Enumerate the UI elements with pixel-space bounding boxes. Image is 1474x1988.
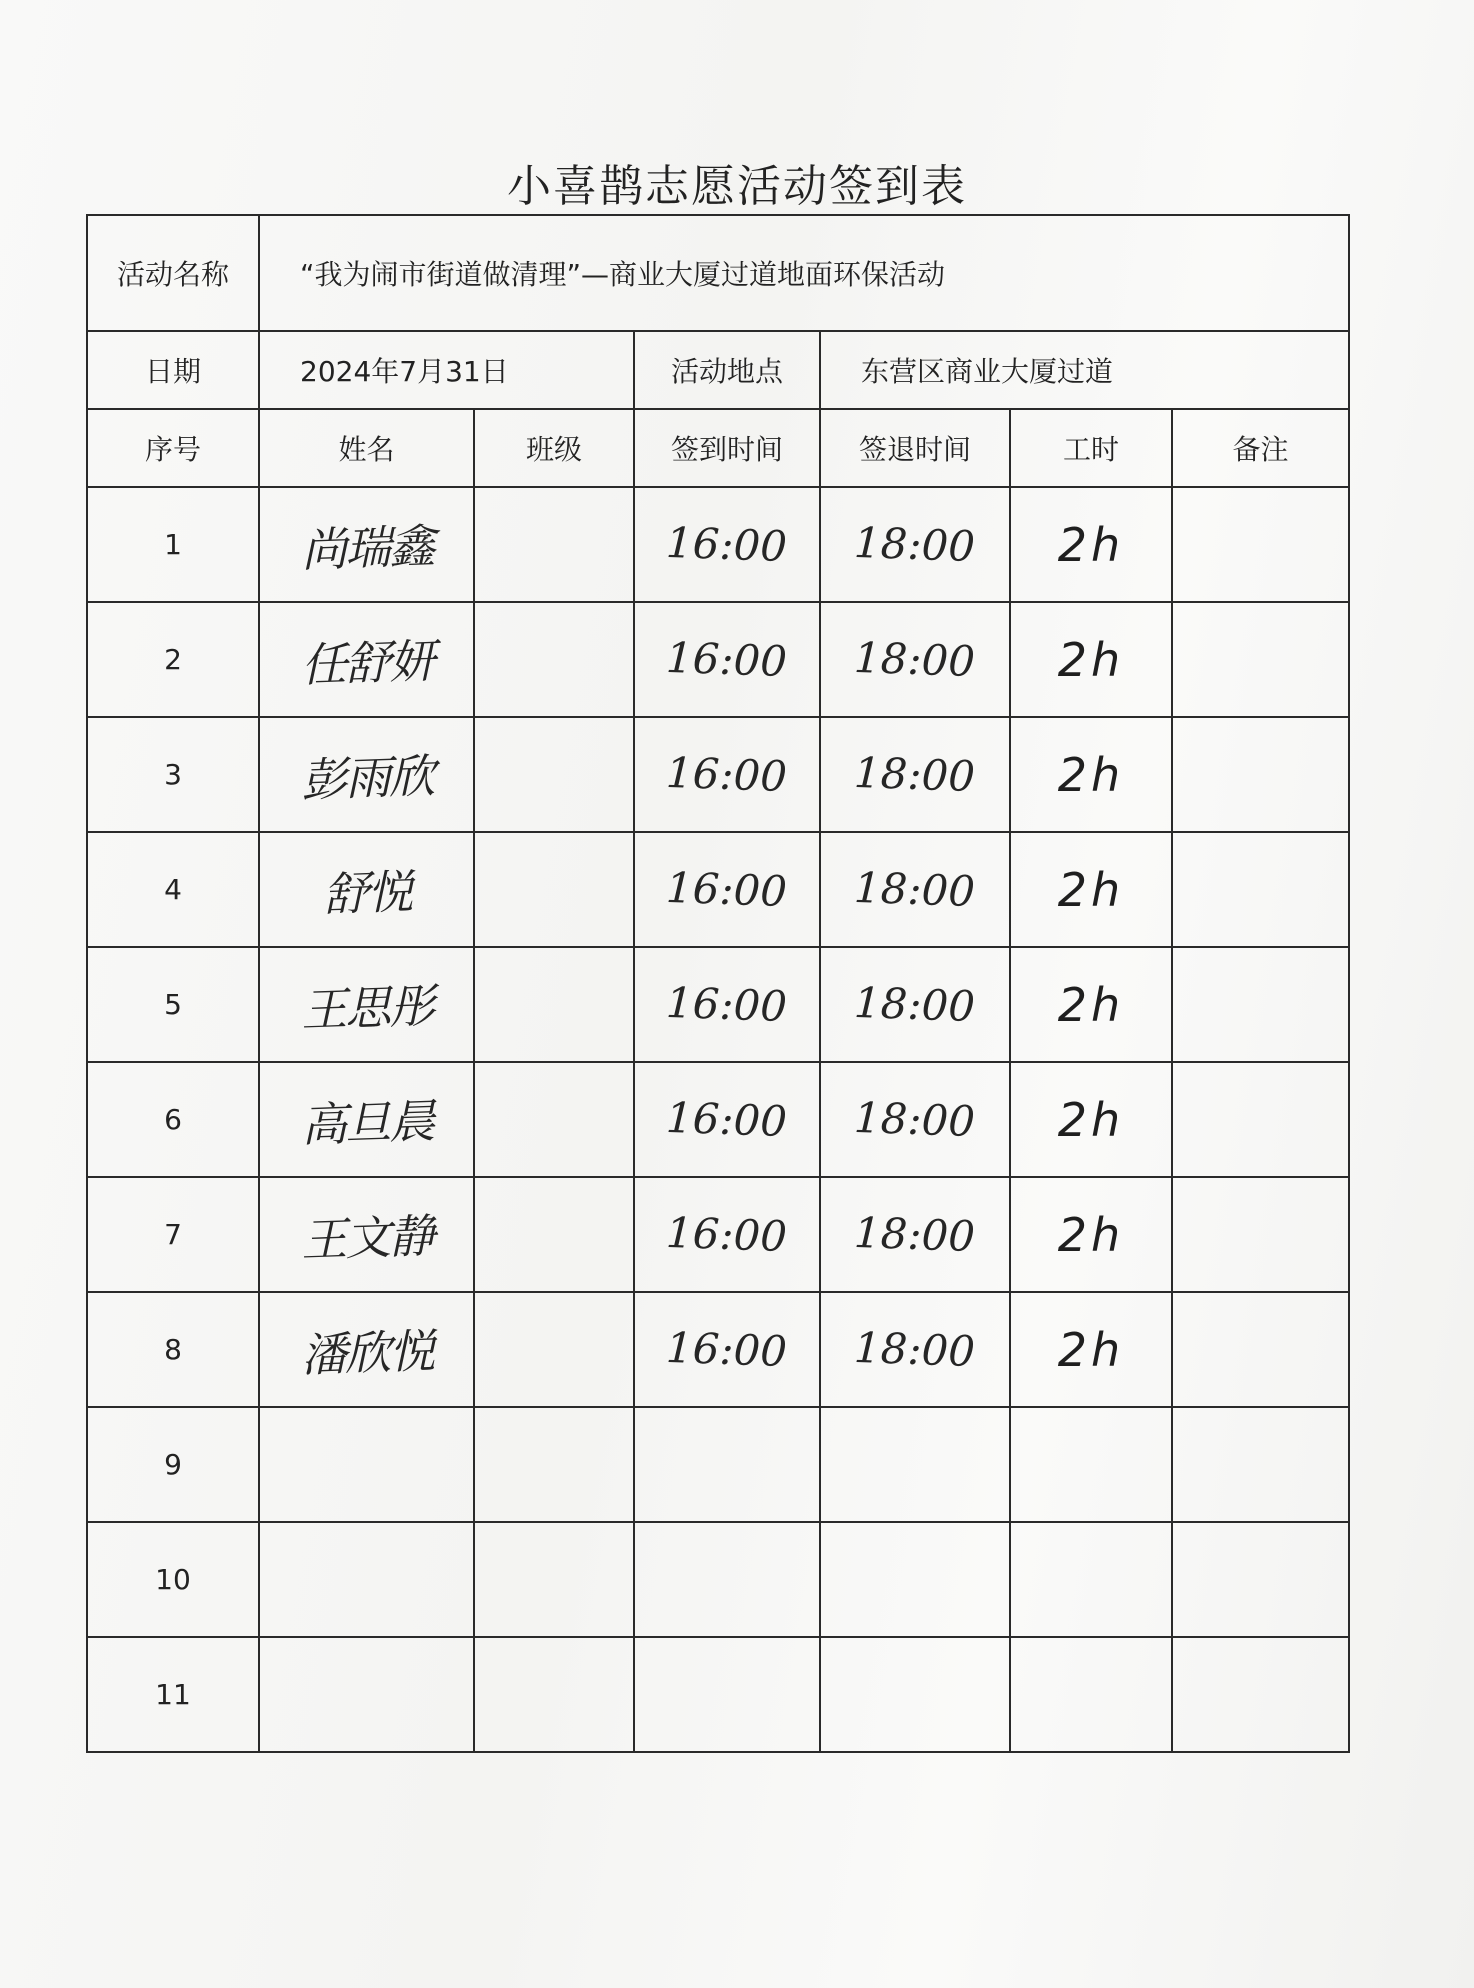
- row-checkin-cell: [634, 717, 820, 832]
- row-checkin: 16:00: [665, 1092, 789, 1147]
- header-notes: 备注: [1172, 409, 1349, 487]
- row-class: [474, 487, 634, 602]
- row-checkout: 18:00: [853, 517, 977, 572]
- header-index: 序号: [87, 409, 259, 487]
- row-index: 4: [87, 832, 259, 947]
- activity-name-value: “我为闹市街道做清理”—商业大厦过道地面环保活动: [259, 215, 1349, 331]
- row-checkin-cell: [634, 1292, 820, 1407]
- header-name: 姓名: [259, 409, 474, 487]
- date-value: 2024年7月31日: [259, 331, 634, 409]
- table-row: [87, 1062, 1349, 1177]
- activity-name-row: [87, 215, 1349, 331]
- row-class: [474, 1177, 634, 1292]
- row-class: [474, 602, 634, 717]
- row-checkin: 16:00: [665, 977, 789, 1032]
- date-location-row: [87, 331, 1349, 409]
- row-name-cell: [259, 832, 474, 947]
- row-notes: [1172, 1177, 1349, 1292]
- row-notes: [1172, 947, 1349, 1062]
- header-hours: 工时: [1010, 409, 1172, 487]
- table-row: [87, 1407, 1349, 1522]
- row-class: [474, 1522, 634, 1637]
- row-checkout: 18:00: [853, 632, 977, 687]
- row-name: 舒悦: [321, 863, 412, 922]
- row-hours-cell: [1010, 832, 1172, 947]
- row-hours: 2h: [1057, 1322, 1125, 1377]
- row-checkin-cell: [634, 1407, 820, 1522]
- row-checkout-cell: [820, 602, 1010, 717]
- activity-name-label: 活动名称: [87, 215, 259, 331]
- table-row: [87, 1522, 1349, 1637]
- row-name: 任舒妍: [299, 633, 434, 692]
- row-name-cell: [259, 487, 474, 602]
- row-name-cell: [259, 602, 474, 717]
- table-row: [87, 947, 1349, 1062]
- row-checkout-cell: [820, 487, 1010, 602]
- row-name: 王思彤: [299, 978, 434, 1037]
- row-class: [474, 1637, 634, 1752]
- row-hours: 2h: [1057, 1207, 1125, 1262]
- location-label: 活动地点: [634, 331, 820, 409]
- row-checkin: 16:00: [665, 1322, 789, 1377]
- form-title: 小喜鹊志愿活动签到表: [507, 161, 967, 212]
- row-hours-cell: [1010, 487, 1172, 602]
- row-checkout: 18:00: [853, 862, 977, 917]
- row-notes: [1172, 602, 1349, 717]
- header-row: [87, 409, 1349, 487]
- row-notes: [1172, 1292, 1349, 1407]
- row-notes: [1172, 1407, 1349, 1522]
- row-checkin: 16:00: [665, 517, 789, 572]
- row-notes: [1172, 487, 1349, 602]
- row-checkin-cell: [634, 832, 820, 947]
- row-index: 7: [87, 1177, 259, 1292]
- table-row: [87, 1292, 1349, 1407]
- header-checkin: 签到时间: [634, 409, 820, 487]
- row-name: 彭雨欣: [299, 748, 434, 807]
- table-row: [87, 832, 1349, 947]
- sign-in-table: [86, 214, 1350, 1753]
- row-checkin-cell: [634, 602, 820, 717]
- row-class: [474, 1292, 634, 1407]
- row-class: [474, 832, 634, 947]
- row-checkin: 16:00: [665, 632, 789, 687]
- row-checkin: 16:00: [665, 747, 789, 802]
- row-index: 6: [87, 1062, 259, 1177]
- row-hours: 2h: [1057, 517, 1125, 572]
- row-checkin: 16:00: [665, 862, 789, 917]
- location-value: 东营区商业大厦过道: [820, 331, 1349, 409]
- row-hours-cell: [1010, 717, 1172, 832]
- row-hours-cell: [1010, 1062, 1172, 1177]
- row-class: [474, 1062, 634, 1177]
- row-index: 1: [87, 487, 259, 602]
- row-checkout-cell: [820, 1522, 1010, 1637]
- row-name-cell: [259, 1062, 474, 1177]
- row-hours-cell: [1010, 947, 1172, 1062]
- row-name-cell: [259, 947, 474, 1062]
- row-checkin-cell: [634, 1177, 820, 1292]
- row-class: [474, 717, 634, 832]
- row-index: 5: [87, 947, 259, 1062]
- row-hours: 2h: [1057, 1092, 1125, 1147]
- row-hours: 2h: [1057, 632, 1125, 687]
- row-checkout: 18:00: [853, 747, 977, 802]
- row-checkin-cell: [634, 1062, 820, 1177]
- row-checkin-cell: [634, 487, 820, 602]
- row-name-cell: [259, 1292, 474, 1407]
- row-index: 2: [87, 602, 259, 717]
- row-notes: [1172, 1522, 1349, 1637]
- row-name-cell: [259, 1637, 474, 1752]
- row-hours-cell: [1010, 1407, 1172, 1522]
- row-name-cell: [259, 717, 474, 832]
- row-hours-cell: [1010, 1522, 1172, 1637]
- row-name: 王文静: [299, 1208, 434, 1267]
- row-checkout-cell: [820, 1407, 1010, 1522]
- row-name-cell: [259, 1522, 474, 1637]
- row-name: 潘欣悦: [299, 1323, 434, 1382]
- row-index: 10: [87, 1522, 259, 1637]
- row-hours-cell: [1010, 602, 1172, 717]
- row-checkout-cell: [820, 1177, 1010, 1292]
- row-notes: [1172, 832, 1349, 947]
- row-checkout-cell: [820, 947, 1010, 1062]
- row-name: 尚瑞鑫: [299, 518, 434, 577]
- table-row: [87, 1637, 1349, 1752]
- row-notes: [1172, 1062, 1349, 1177]
- table-row: [87, 602, 1349, 717]
- row-name-cell: [259, 1407, 474, 1522]
- row-index: 9: [87, 1407, 259, 1522]
- row-checkout-cell: [820, 1292, 1010, 1407]
- header-class: 班级: [474, 409, 634, 487]
- row-hours: 2h: [1057, 862, 1125, 917]
- table-row: [87, 1177, 1349, 1292]
- header-checkout: 签退时间: [820, 409, 1010, 487]
- row-checkout-cell: [820, 832, 1010, 947]
- row-checkout-cell: [820, 717, 1010, 832]
- row-hours-cell: [1010, 1637, 1172, 1752]
- table-row: [87, 717, 1349, 832]
- row-checkout-cell: [820, 1062, 1010, 1177]
- row-class: [474, 947, 634, 1062]
- row-hours-cell: [1010, 1292, 1172, 1407]
- row-hours: 2h: [1057, 747, 1125, 802]
- date-label: 日期: [87, 331, 259, 409]
- row-checkout: 18:00: [853, 1322, 977, 1377]
- row-checkin-cell: [634, 1522, 820, 1637]
- row-hours-cell: [1010, 1177, 1172, 1292]
- row-class: [474, 1407, 634, 1522]
- row-checkin-cell: [634, 1637, 820, 1752]
- row-hours: 2h: [1057, 977, 1125, 1032]
- row-notes: [1172, 1637, 1349, 1752]
- table-row: [87, 487, 1349, 602]
- row-checkout: 18:00: [853, 1207, 977, 1262]
- row-index: 3: [87, 717, 259, 832]
- row-name-cell: [259, 1177, 474, 1292]
- row-checkin-cell: [634, 947, 820, 1062]
- sign-in-form: [86, 214, 1348, 1770]
- row-checkout: 18:00: [853, 977, 977, 1032]
- row-name: 高旦晨: [299, 1093, 434, 1152]
- row-index: 11: [87, 1637, 259, 1752]
- row-index: 8: [87, 1292, 259, 1407]
- row-notes: [1172, 717, 1349, 832]
- row-checkin: 16:00: [665, 1207, 789, 1262]
- row-checkout-cell: [820, 1637, 1010, 1752]
- row-checkout: 18:00: [853, 1092, 977, 1147]
